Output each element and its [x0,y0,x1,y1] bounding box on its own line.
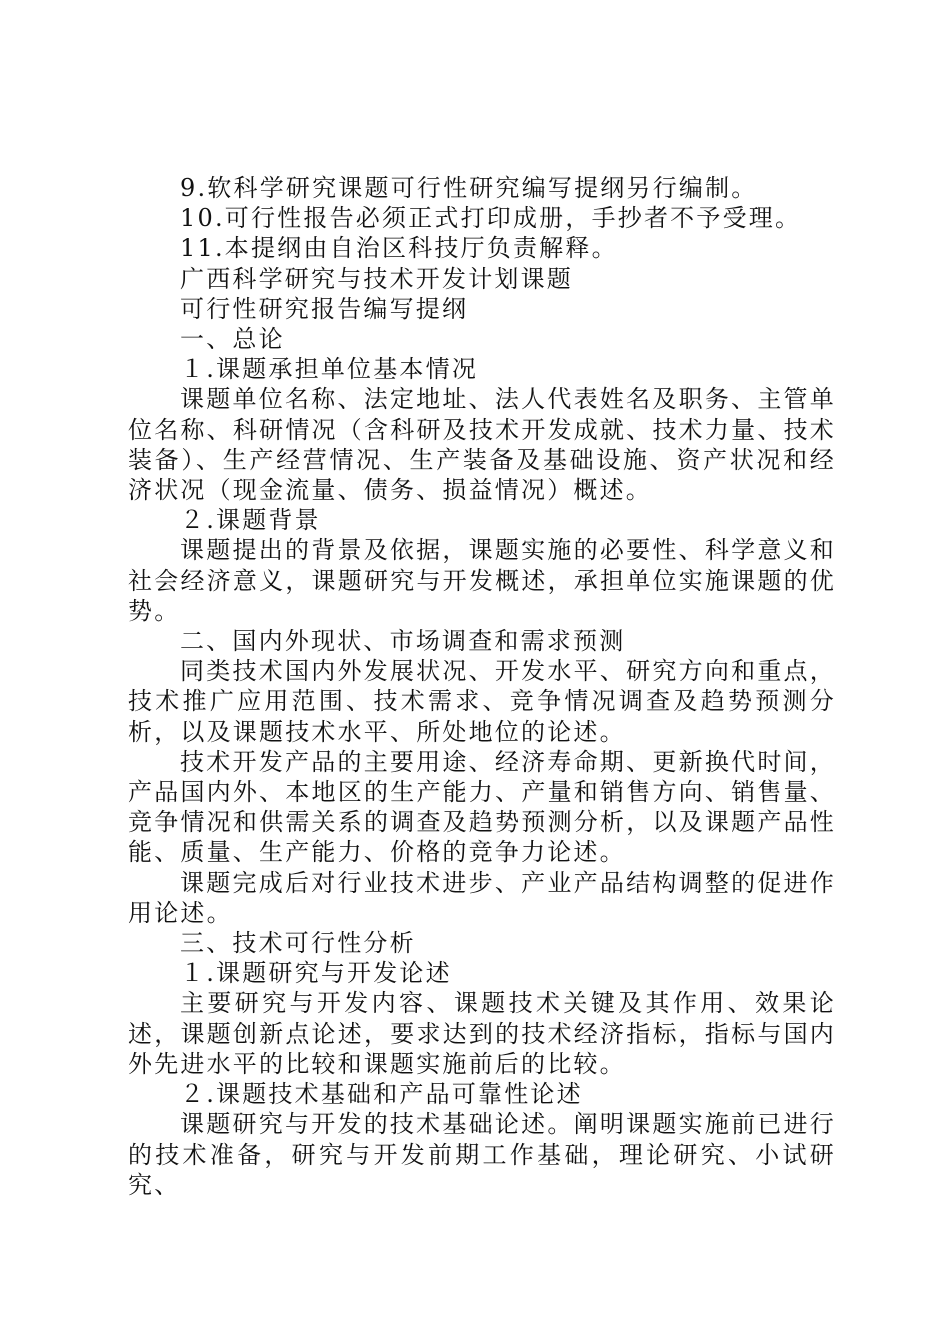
paragraph-rd: 主要研究与开发内容、课题技术关键及其作用、效果论述，课题创新点论述，要求达到的技术经济指标，指标与国内外先进水平的比较和课题实施前后的比较。 [128,989,836,1078]
subsection-heading-tech-basis: ２.课题技术基础和产品可靠性论述 [180,1080,583,1109]
paragraph-market-tech: 同类技术国内外发展状况、开发水平、研究方向和重点，技术推广应用范围、技术需求、竞争情况调查及趋势预测分析，以及课题技术水平、所处地位的论述。 [128,657,836,746]
paragraph-market-product: 技术开发产品的主要用途、经济寿命期、更新换代时间，产品国内外、本地区的生产能力、产量和销售方向、销售量、竞争情况和供需关系的调查及趋势预测分析，以及课题产品性能、质量、生产能力、价格的竞争力论述。 [128,747,836,867]
document-title-line-2: 可行性研究报告编写提纲 [180,294,469,323]
paragraph-unit-info: 课题单位名称、法定地址、法人代表姓名及职务、主管单位名称、科研情况（含科研及技术开发成就、技术力量、技术装备）、生产经营情况、生产装备及基础设施、资产状况和经济状况（现金流量、债务、损益情况）概述。 [128,385,836,505]
document-title-line-1: 广西科学研究与技术开发计划课题 [180,264,573,293]
subsection-heading-unit-info: １.课题承担单位基本情况 [180,355,479,384]
paragraph-market-industry: 课题完成后对行业技术进步、产业产品结构调整的促进作用论述。 [128,868,836,927]
subsection-heading-background: ２.课题背景 [180,506,321,535]
subsection-heading-rd: １.课题研究与开发论述 [180,959,452,988]
text-line-item-9: 9.软科学研究课题可行性研究编写提纲另行编制。 [180,174,758,202]
paragraph-tech-basis: 课题研究与开发的技术基础论述。阐明课题实施前已进行的技术准备，研究与开发前期工作基础，理论研究、小试研究、 [128,1110,836,1199]
document-body [128,173,836,1200]
paragraph-background: 课题提出的背景及依据，课题实施的必要性、科学意义和社会经济意义，课题研究与开发概述，承担单位实施课题的优势。 [128,536,836,625]
text-line-item-11: 11.本提纲由自治区科技厅负责解释。 [180,234,618,263]
section-heading-general: 一、总论 [180,325,285,354]
section-heading-technical: 三、技术可行性分析 [180,929,416,958]
section-heading-market: 二、国内外现状、市场调查和需求预测 [180,627,626,656]
text-line-item-10: 10.可行性报告必须正式打印成册，手抄者不予受理。 [180,204,802,233]
